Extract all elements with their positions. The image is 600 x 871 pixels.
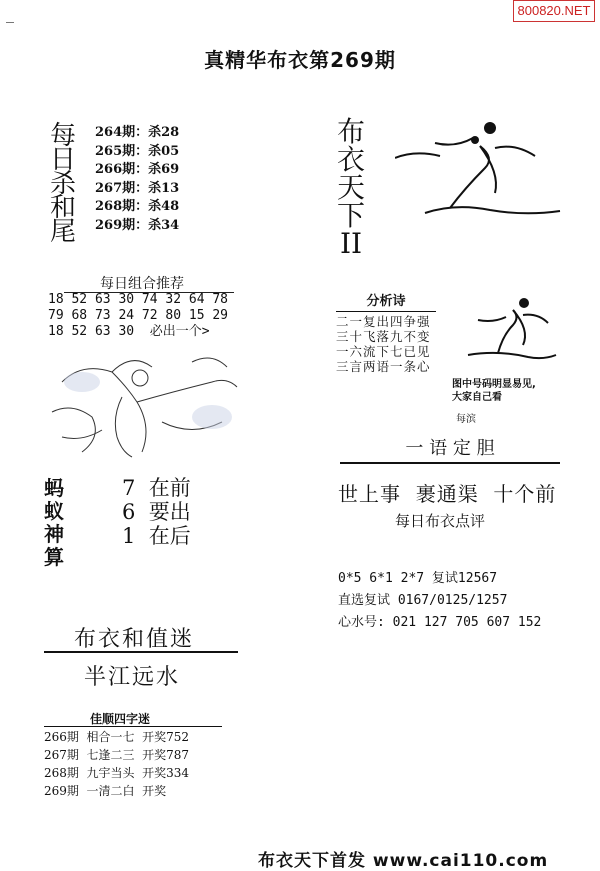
ant-char: 蚂: [44, 476, 64, 500]
kill-tail-row: 264期：杀28: [95, 125, 180, 140]
poem-panel: [336, 290, 436, 374]
yiyu-sub: 每日布衣点评: [395, 512, 486, 530]
tianxia-char: 布: [336, 115, 365, 148]
poem-line: 二一复出四争强: [336, 314, 431, 329]
combo-row: 18 52 63 30 必出一个>: [48, 324, 210, 339]
four-char-row: 267期 七逢二三 开奖787: [44, 748, 190, 762]
tianxia-char: 衣: [336, 143, 365, 176]
divider: [44, 726, 222, 727]
poem-sign: 每滨: [456, 414, 476, 425]
footer-site[interactable]: 布衣天下首发 www.cai110.com: [258, 851, 549, 871]
yiyu-title: 一 语 定 胆: [405, 438, 495, 459]
four-char-row: 266期 相合一七 开奖752: [44, 730, 190, 744]
ant-row: 6 要出: [122, 500, 191, 524]
ant-list: [122, 476, 191, 548]
ant-char: 蚁: [44, 499, 64, 523]
kill-tail-row: 266期：杀69: [95, 162, 180, 177]
info-line: 心水号: 021 127 705 607 152: [338, 615, 542, 630]
poem-note: [452, 378, 536, 404]
four-char-row: 268期 九宇当头 开奖334: [44, 766, 190, 780]
divider: [340, 462, 560, 464]
buyi-riddle-answer: 半江远水: [84, 665, 181, 690]
kill-tail-char: 杀: [49, 169, 76, 199]
info-line: 直选复试 0167/0125/1257: [338, 593, 508, 608]
bird-branch-illustration: [395, 118, 565, 228]
divider: [336, 311, 436, 312]
kill-tail-row: 269期：杀34: [95, 217, 180, 233]
combo-row: 18 52 63 30 74 32 64 78: [48, 292, 229, 307]
ant-row: 1 在后: [122, 524, 191, 548]
dancer-illustration: [42, 342, 242, 460]
poem-title: 分析诗: [366, 294, 406, 309]
kill-tail-list: [95, 124, 179, 235]
info-line: 0*5 6*1 2*7 复试12567: [338, 571, 498, 586]
site-badge[interactable]: 800820.NET: [513, 0, 595, 22]
kill-tail-char: 尾: [49, 217, 76, 247]
tianxia-char: 天: [336, 171, 365, 204]
four-char-title: 佳顺四字迷: [90, 712, 151, 726]
poem-line: 一六流下七已见: [336, 344, 431, 359]
info-block: [338, 568, 541, 634]
four-char-list: [44, 728, 189, 800]
kill-tail-char: 每: [49, 121, 76, 151]
kill-tail-char: 和: [49, 193, 76, 223]
kill-tail-label: [48, 121, 78, 247]
divider: [44, 651, 238, 653]
combo-title: 每日组合推荐: [100, 276, 184, 292]
small-bird-illustration: [458, 295, 558, 370]
combo-row: 79 68 73 24 72 80 15 29: [48, 308, 229, 323]
yiyu-motto: 世上事 裹通渠 十个前: [338, 482, 557, 506]
poem-line: 三言两语一条心: [336, 359, 431, 374]
kill-tail-row: 265期：杀05: [95, 143, 180, 159]
poem-line: 三十飞落九不变: [336, 329, 431, 344]
buyi-tianxia-label: [334, 115, 368, 260]
ant-char: 算: [44, 545, 64, 569]
tianxia-char: II: [339, 227, 363, 260]
four-char-row: 269期 一清二白 开奖: [44, 784, 167, 798]
kill-tail-row: 268期：杀48: [95, 199, 180, 214]
page-title: 真精华布衣第269期: [204, 48, 396, 72]
combo-panel: [42, 270, 242, 460]
kill-tail-row: 267期：杀13: [95, 180, 180, 196]
kill-tail-char: 日: [49, 145, 76, 175]
ant-char: 神: [44, 522, 64, 546]
note-line: 图中号码明显易见,: [452, 379, 536, 390]
tianxia-char: 下: [336, 199, 365, 232]
ant-label: [44, 477, 64, 569]
corner-mark: [6, 22, 14, 23]
note-line: 大家自己看: [452, 392, 502, 403]
buyi-riddle-title: 布衣和值迷: [74, 627, 195, 652]
ant-row: 7 在前: [122, 476, 191, 500]
